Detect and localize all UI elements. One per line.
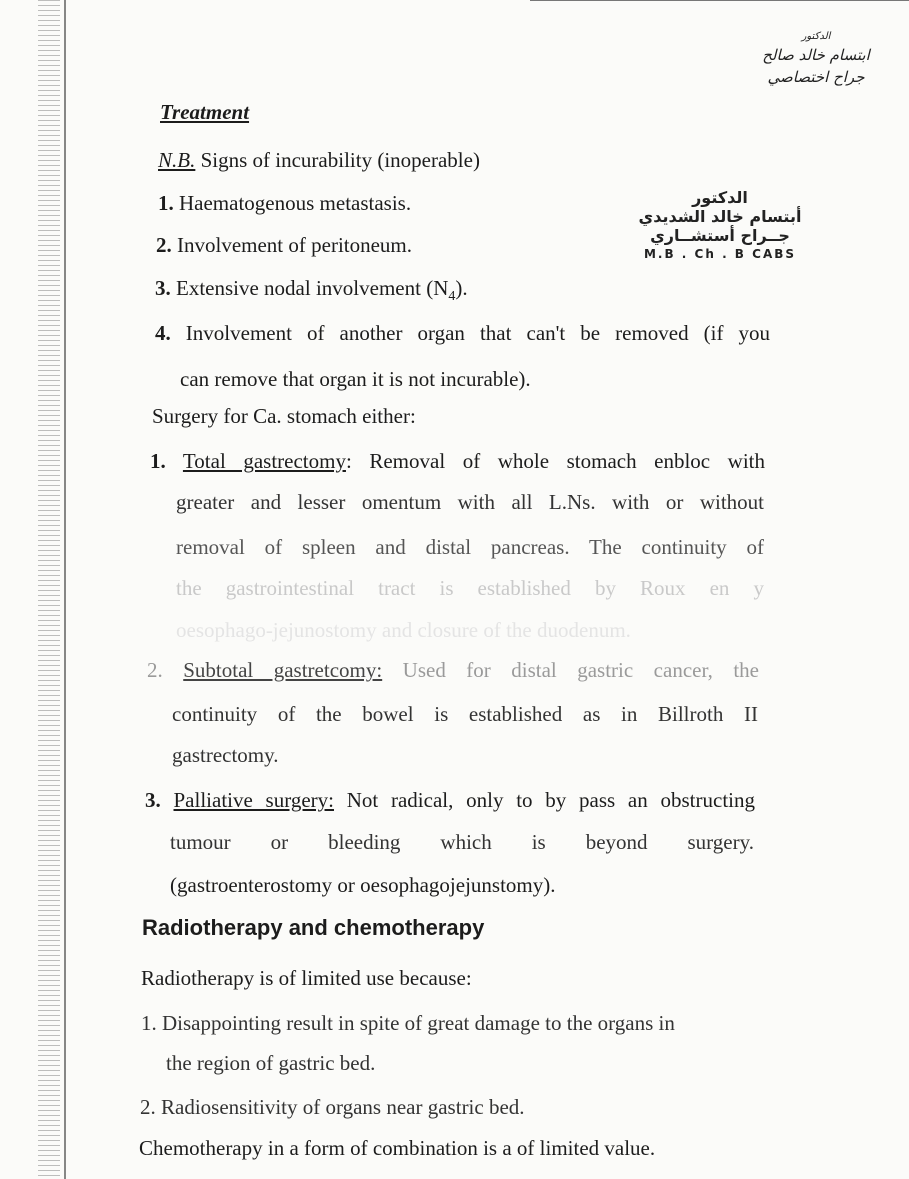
surgery-title: Palliative surgery: xyxy=(173,788,334,812)
item-number: 1. xyxy=(158,191,174,215)
subscript: 4 xyxy=(448,289,456,305)
item-text: Disappointing result in spite of great damage to the organs in xyxy=(162,1011,675,1035)
surgery-text: Not radical, only to by pass an obstructing xyxy=(334,788,755,812)
surgery-text-line: gastrectomy. xyxy=(172,743,279,767)
stamp-line: M.B . Ch . B CABS xyxy=(643,247,797,261)
item-text: Involvement of another organ that can't be removed (if you xyxy=(185,321,771,345)
item-text: Extensive nodal involvement (N xyxy=(176,276,449,300)
list-item xyxy=(156,233,412,258)
surgery-text: : Removal of whole stomach enbloc with xyxy=(345,449,765,473)
list-item xyxy=(140,1095,525,1120)
list-item-continued: can remove that organ it is not incurable). xyxy=(180,367,531,391)
list-item xyxy=(158,191,411,216)
nb-text: Signs of incurability (inoperable) xyxy=(200,148,480,172)
surgery-text: Used for distal gastric cancer, the xyxy=(382,658,759,682)
surgery-text-line: continuity of the bowel is established as in Billroth II xyxy=(172,702,758,726)
section-heading-treatment: Treatment xyxy=(160,100,250,124)
top-rule xyxy=(530,0,909,1)
item-number: 1. xyxy=(141,1011,157,1035)
list-item-continued: the region of gastric bed. xyxy=(166,1051,376,1075)
item-text: Haematogenous metastasis. xyxy=(179,191,412,215)
section-heading-radiotherapy: Radiotherapy and chemotherapy xyxy=(142,915,485,940)
chemo-text: Chemotherapy in a form of combination is a of limited value. xyxy=(139,1136,656,1160)
doctor-stamp xyxy=(615,188,825,264)
stamp-line: الدكتور xyxy=(692,188,748,207)
surgery-item xyxy=(145,788,755,813)
surgery-text-line: tumour or bleeding which is beyond surgery. xyxy=(170,830,754,854)
surgery-title: Subtotal gastretcomy: xyxy=(183,658,383,682)
scan-edge xyxy=(38,0,60,1179)
item-number: 2. xyxy=(156,233,172,257)
surgery-text-line: removal of spleen and distal pancreas. The continuity of xyxy=(176,535,764,559)
handwritten-signature xyxy=(741,30,891,88)
scan-edge-line xyxy=(64,0,66,1179)
item-text: ). xyxy=(455,276,468,300)
list-item xyxy=(155,321,770,346)
radio-intro: Radiotherapy is of limited use because: xyxy=(141,966,472,990)
surgery-item xyxy=(150,449,765,474)
item-number: 3. xyxy=(145,788,161,812)
list-item xyxy=(141,1011,675,1036)
item-number: 2. xyxy=(147,658,163,682)
handwritten-line: ابتسام خالد صالح xyxy=(762,46,870,64)
surgery-text-line: oesophago-jejunostomy and closure of the duodenum. xyxy=(176,618,631,642)
surgery-text-line: (gastroenterostomy or oesophagojejunstomy). xyxy=(170,873,556,897)
handwritten-line: الدكتور xyxy=(801,31,831,42)
surgery-text-line: the gastrointestinal tract is established by Roux en y xyxy=(176,576,764,600)
item-number: 4. xyxy=(155,321,171,345)
item-text: Involvement of peritoneum. xyxy=(177,233,413,257)
nb-line xyxy=(158,148,480,173)
list-item xyxy=(155,276,468,305)
nb-label: N.B. xyxy=(158,148,196,172)
surgery-intro: Surgery for Ca. stomach either: xyxy=(152,404,416,428)
surgery-item xyxy=(147,658,759,683)
item-number: 2. xyxy=(140,1095,156,1119)
surgery-text-line: greater and lesser omentum with all L.Ns. with or without xyxy=(176,490,764,514)
item-text: Radiosensitivity of organs near gastric bed. xyxy=(161,1095,525,1119)
stamp-line: أبتسام خالد الشديدي xyxy=(638,207,802,226)
stamp-line: جــراح أستشــاري xyxy=(650,226,790,245)
handwritten-line: جراح اختصاصي xyxy=(767,68,865,86)
item-number: 1. xyxy=(150,449,166,473)
item-number: 3. xyxy=(155,276,171,300)
surgery-title: Total gastrectomy xyxy=(182,449,346,473)
